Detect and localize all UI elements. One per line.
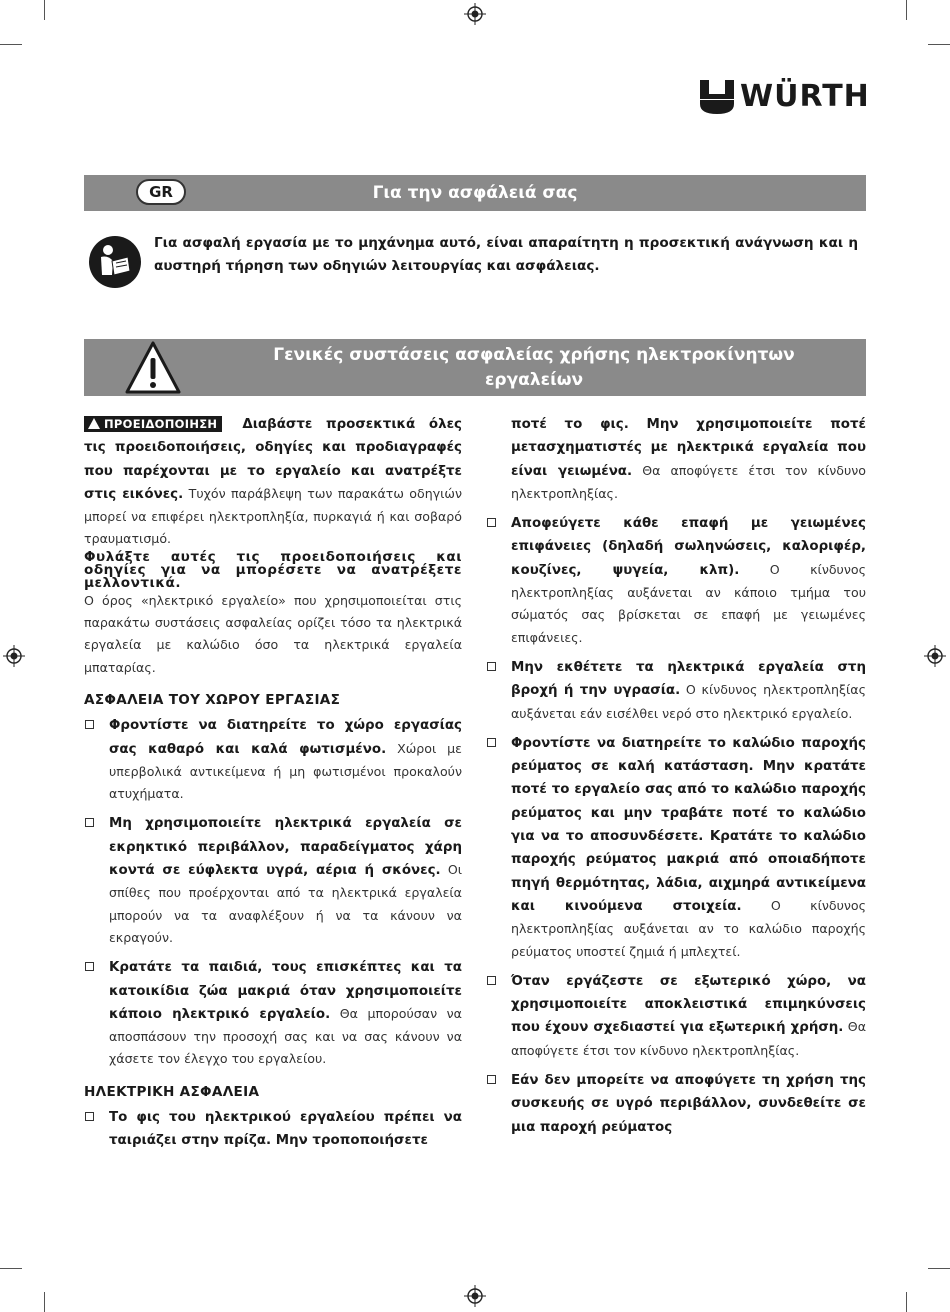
- crop-mark: [0, 1268, 22, 1269]
- checkbox-bullet-icon: [487, 738, 496, 747]
- crop-mark: [906, 0, 907, 20]
- registration-mark-icon: [924, 645, 946, 667]
- checkbox-bullet-icon: [487, 1075, 496, 1084]
- item-bold: Εάν δεν μπορείτε να αποφύγετε τη χρήση της συσκευής σε υγρό περιβάλλον, συνδεθείτε σε μια παροχή ρεύματος: [511, 1073, 866, 1135]
- safety-header-title: Για την ασφάλειά σας: [372, 183, 578, 203]
- wurth-logo-icon: [700, 80, 734, 114]
- item-text: Χώροι με υπερβολικά αντικείμενα ή μη φωτισμένοι προκαλούν ατυχήματα.: [109, 740, 462, 802]
- registration-mark-icon: [464, 3, 486, 25]
- warning-badge: [84, 416, 222, 432]
- item-bold: Αποφεύγετε κάθε επαφή με γειωμένες επιφάνειες (δηλαδή σωληνώσεις, καλοριφέρ, κουζίνες, ψυγεία, κλπ).: [511, 516, 866, 578]
- list-item: [486, 1069, 866, 1139]
- item-text: Ο κίνδυνος ηλεκτροπληξίας αυξάνεται αν κάποιο τμήμα του σώματός σας βρίσκεται σε επαφή με γειωμένες επιφάνειες.: [511, 561, 866, 645]
- crop-mark: [0, 44, 22, 45]
- crop-mark: [44, 1292, 45, 1312]
- list-item: [84, 812, 462, 949]
- item-text: Θα μπορούσαν να αποσπάσουν την προσοχή σας και να σας κάνουν να χάσετε τον έλεγχο του εργαλείου.: [109, 1005, 462, 1067]
- list-item: [486, 970, 866, 1062]
- item-text: Θα αποφύγετε έτσι τον κίνδυνο ηλεκτροπληξίας.: [511, 1019, 866, 1058]
- item-text: Θα αποφύγετε έτσι τον κίνδυνο ηλεκτροπληξίας.: [511, 462, 866, 501]
- item-bold: Μη χρησιμοποιείτε ηλεκτρικά εργαλεία σε εκρηκτικό περιβάλλον, παραδείγματος χάρη κοντά σε εύφλεκτα υγρά, αέρια ή σκόνες.: [109, 816, 462, 879]
- read-manual-icon: [88, 235, 142, 289]
- general-safety-title-line1: Γενικές συστάσεις ασφαλείας χρήσης ηλεκτροκίνητων: [273, 345, 795, 365]
- checkbox-bullet-icon: [85, 720, 94, 729]
- general-safety-title: [234, 343, 834, 393]
- definition-text: Ο όρος «ηλεκτρικό εργαλείο» που χρησιμοποιείται στις παρακάτω συστάσεις ασφαλείας ορίζει τόσο τα ηλεκτρικά εργαλεία με καλώδιο όσο τα ηλεκτρικά εργαλεία μπαταρίας.: [84, 592, 462, 675]
- keep-note: Φυλάξτε αυτές τις προειδοποιήσεις και οδηγίες για να μπορέσετε να ανατρέξετε μελλοντικά.: [84, 548, 462, 591]
- warning-badge-icon: [88, 418, 100, 429]
- list-item: [486, 732, 866, 963]
- warning-text: Τυχόν παράβλεψη των παρακάτω οδηγιών μπορεί να επιφέρει ηλεκτροπληξία, πυρκαγιά ή και σοβαρό τραυματισμό.: [84, 485, 462, 547]
- item-bold: ποτέ το φις. Μην χρησιμοποιείτε ποτέ μετασχηματιστές με ηλεκτρικά εργαλεία που είναι γειωμένα.: [511, 417, 866, 479]
- warning-paragraph: [84, 413, 462, 551]
- crop-mark: [906, 1292, 907, 1312]
- list-item: [84, 956, 462, 1070]
- left-column: [84, 413, 462, 1160]
- checkbox-bullet-icon: [487, 518, 496, 527]
- electrical-heading: ΗΛΕΚΤΡΙΚΗ ΑΣΦΑΛΕΙΑ: [84, 1083, 260, 1100]
- brand-logo: [700, 80, 870, 114]
- general-safety-bar: [84, 339, 866, 396]
- right-column: [486, 413, 866, 1146]
- safety-header-bar: [84, 175, 866, 211]
- checkbox-bullet-icon: [85, 962, 94, 971]
- list-item: [84, 714, 462, 805]
- work-area-heading: ΑΣΦΑΛΕΙΑ ΤΟΥ ΧΩΡΟΥ ΕΡΓΑΣΙΑΣ: [84, 691, 341, 708]
- checkbox-bullet-icon: [85, 818, 94, 827]
- list-item: [84, 1106, 462, 1153]
- warning-bold: Διαβάστε προσεκτικά όλες τις προειδοποιήσεις, οδηγίες και προδιαγραφές που παρέχονται με το εργαλείο και ανατρέξτε στις εικόνες.: [84, 417, 462, 502]
- item-text: Ο κίνδυνος ηλεκτροπληξίας αυξάνεται εάν εισέλθει νερό στο ηλεκτρικό εργαλείο.: [511, 682, 867, 721]
- item-bold: Φροντίστε να διατηρείτε το χώρο εργασίας σας καθαρό και καλά φωτισμένο.: [109, 718, 462, 757]
- registration-mark-icon: [3, 645, 25, 667]
- item-text: Οι σπίθες που προέρχονται από τα ηλεκτρικά εργαλεία μπορούν να τα αναφλέξουν ή να τα κάνουν να εκραγούν.: [109, 862, 462, 945]
- list-item: [486, 512, 866, 649]
- crop-mark: [928, 1268, 950, 1269]
- list-item: [486, 656, 866, 725]
- checkbox-bullet-icon: [85, 1112, 94, 1121]
- checkbox-bullet-icon: [487, 662, 496, 671]
- item-bold: Κρατάτε τα παιδιά, τους επισκέπτες και τα κατοικίδια ζώα μακριά όταν χρησιμοποιείτε κάποιο ηλεκτρικό εργαλείο.: [109, 960, 462, 1022]
- brand-name: WÜRTH: [740, 79, 870, 114]
- item-text: Ο κίνδυνος ηλεκτροπληξίας αυξάνεται αν το καλώδιο παροχής ρεύματος υποστεί ζημιά ή μπλεχτεί.: [511, 897, 866, 959]
- warning-triangle-icon: [124, 340, 182, 396]
- general-safety-title-line2: εργαλείων: [484, 370, 584, 390]
- crop-mark: [44, 0, 45, 20]
- list-item-continued: [486, 413, 866, 505]
- language-badge: GR: [136, 179, 186, 205]
- registration-mark-icon: [464, 1285, 486, 1307]
- item-bold: Όταν εργάζεστε σε εξωτερικό χώρο, να χρησιμοποιείτε αποκλειστικά επιμηκύνσεις που έχουν σχεδιαστεί για εξωτερική χρήση.: [511, 973, 866, 1036]
- warning-badge-label: ΠΡΟΕΙΔΟΠΟΙΗΣΗ: [104, 417, 218, 431]
- item-bold: Μην εκθέτετε τα ηλεκτρικά εργαλεία στη βροχή ή την υγρασία.: [511, 659, 866, 699]
- intro-text: Για ασφαλή εργασία με το μηχάνημα αυτό, είναι απαραίτητη η προσεκτική ανάγνωση και η αυστηρή τήρηση των οδηγιών λειτουργίας και ασφάλειας.: [154, 235, 858, 274]
- item-bold: Φροντίστε να διατηρείτε το καλώδιο παροχής ρεύματος σε καλή κατάσταση. Μην κρατάτε ποτέ το εργαλείο σας από το καλώδιο παροχής ρεύματος και μην τραβάτε ποτέ το καλώδιο για να το αποσυνδέσετε. Κρατάτε το καλώδιο παροχής ρεύματος μακριά από οποιαδήποτε πηγή θερμότητας, λάδια, αιχμηρά αντικείμενα και κινούμενα στοιχεία.: [511, 735, 866, 914]
- item-bold: Το φις του ηλεκτρικού εργαλείου πρέπει να ταιριάζει στην πρίζα. Μην τροποποιήσετε: [109, 1110, 462, 1149]
- crop-mark: [928, 44, 950, 45]
- checkbox-bullet-icon: [487, 976, 496, 985]
